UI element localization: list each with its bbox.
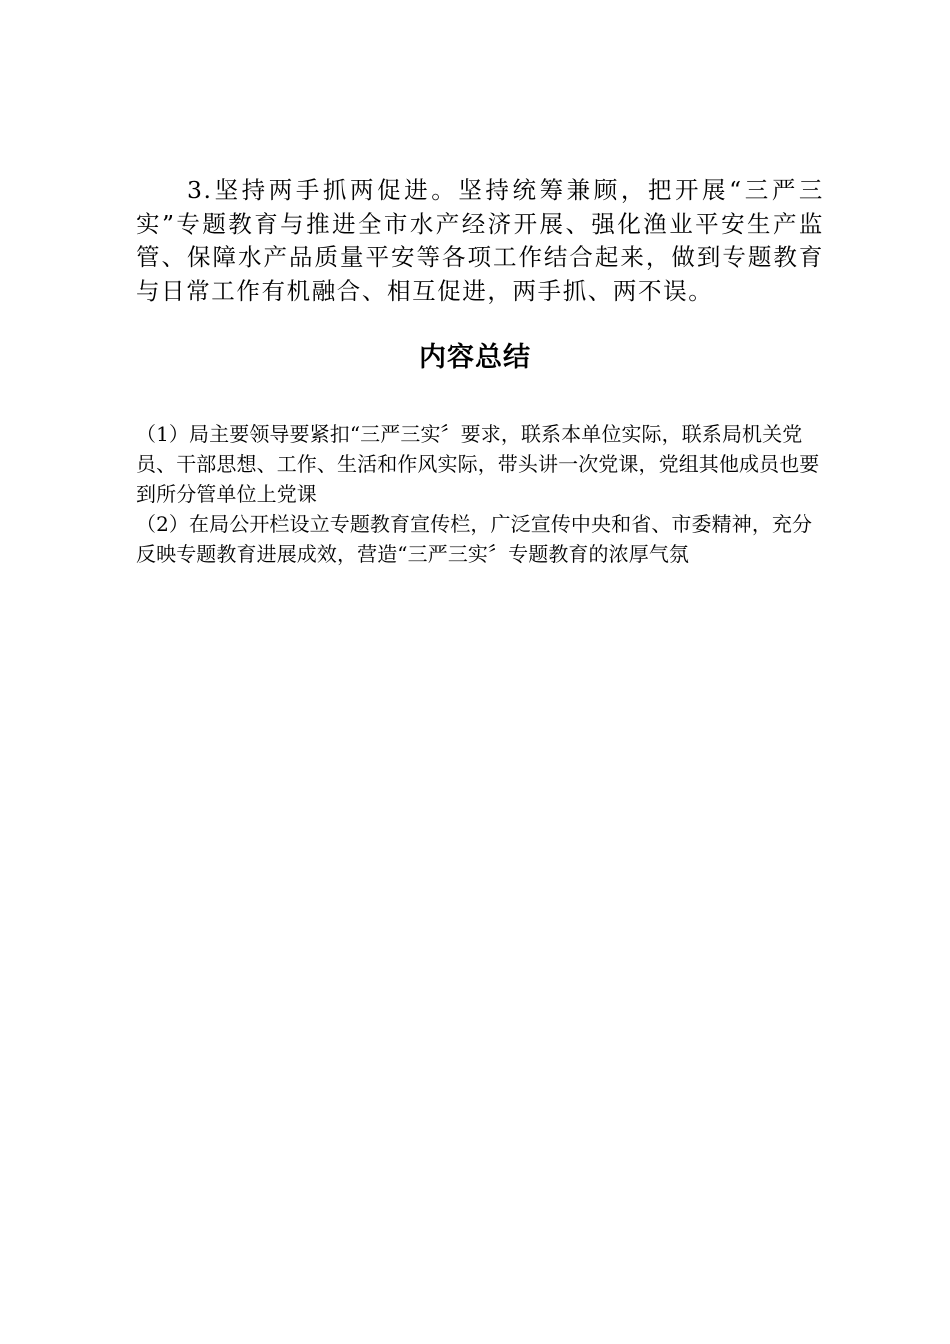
summary-list xyxy=(136,419,826,569)
summary-item: （1）局主要领导要紧扣“三严三实〞要求，联系本单位实际，联系局机关党员、干部思想、工作、生活和作风实际，带头讲一次党课，党组其他成员也要到所分管单位上党课 xyxy=(136,422,820,506)
summary-heading: 内容总结 xyxy=(419,342,531,373)
body-paragraph: 3.坚持两手抓两促进。坚持统筹兼顾，把开展“三严三实”专题教育与推进全市水产经济开展、强化渔业平安生产监管、保障水产品质量平安等各项工作结合起来，做到专题教育与日常工作有机融合、相互促进，两手抓、两不误。 xyxy=(136,176,824,305)
summary-item: （2）在局公开栏设立专题教育宣传栏，广泛宣传中央和省、市委精神，充分反映专题教育进展成效，营造“三严三实〞专题教育的浓厚气氛 xyxy=(136,512,813,566)
